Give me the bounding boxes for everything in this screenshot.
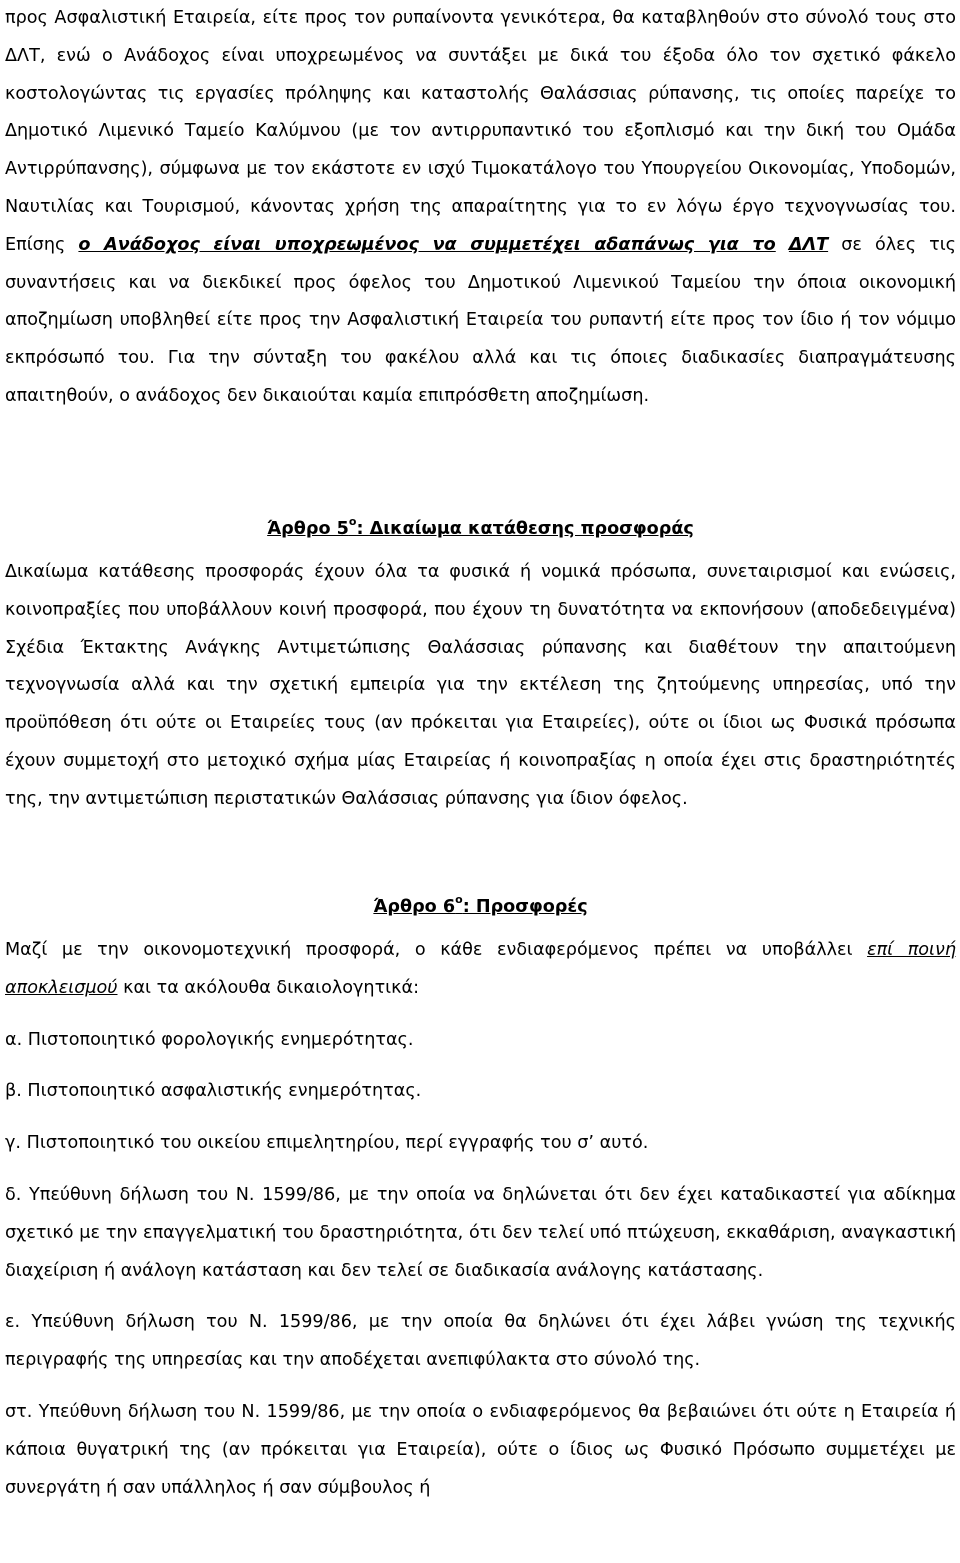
intro-text: Μαζί με την οικονομοτεχνική προσφορά, ο κάθε ενδιαφερόμενος πρέπει να υποβάλλει	[5, 940, 868, 960]
article-5	[5, 510, 956, 819]
paragraph-text: σε όλες τις συναντήσεις και να διεκδικεί προς όφελος του Δημοτικού Λιμενικού Ταμείου την όποια οικονομική αποζημίωση υποβληθεί είτε προς την Ασφαλιστική Εταιρεία του ρυπαντή είτε προς τον ίδιο ή τον νόμιμο εκπρόσωπό του. Για την σύνταξη του φακέλου αλλά και τις όποιες διαδικασίες διαπραγμάτευσης απαιτηθούν, ο ανάδοχος δεν δικαιούται καμία επιπρόσθετη αποζημίωση.	[5, 234, 957, 406]
list-item-a: α. Πιστοποιητικό φορολογικής ενημερότητας.	[5, 1029, 414, 1050]
article-5-body: Δικαίωμα κατάθεσης προσφοράς έχουν όλα τα φυσικά ή νομικά πρόσωπα, συνεταιρισμοί και ενώσεις, κοινοπραξίες που υποβάλλουν κοινή προσφορά, που έχουν τη δυνατότητα να εκπονήσουν (αποδεδειγμένα) Σχέδια Έκτακτης Ανάγκης Αντιμετώπισης Θαλάσσιας ρύπανσης και διαθέτουν την απαιτούμενη τεχνογνωσία αλλά και την σχετική εμπειρία για την εκτέλεση της ζητούμενης υπηρεσίας, υπό την προϋπόθεση ότι ούτε οι Εταιρείες τους (αν πρόκειται για Εταιρείες), ούτε οι ίδιοι ως Φυσικά πρόσωπα έχουν συμμετοχή στο μετοχικό σχήμα μίας Εταιρείας ή κοινοπραξίας η οποία έχει στις δραστηριότητές της, την αντιμετώπιση περιστατικών Θαλάσσιας ρύπανσης για ίδιον όφελος.	[5, 562, 956, 809]
emphasis-obligation: ο Ανάδοχος είναι υποχρεωμένος να συμμετέχει αδαπάνως για το	[78, 234, 776, 255]
heading-text: : Δικαίωμα κατάθεσης προσφοράς	[356, 519, 694, 539]
list-item-d: δ. Υπεύθυνη δήλωση του Ν. 1599/86, με την οποία να δηλώνεται ότι δεν έχει καταδικαστεί για αδίκημα σχετικό με την επαγγελματική του δραστηριότητα, ότι δεν τελεί υπό πτώχευση, εκκαθάριση, αναγκαστική διαχείριση ή ανάλογη κατάσταση και δεν τελεί σε διαδικασία ανάλογης κατάστασης.	[5, 1184, 956, 1281]
emphasis-exclusion: επί ποινή αποκλεισμού	[5, 940, 956, 998]
list-item-b: β. Πιστοποιητικό ασφαλιστικής ενημερότητας.	[5, 1081, 422, 1102]
heading-text: Άρθρο 5	[267, 519, 349, 539]
heading-text: : Προσφορές	[462, 897, 588, 917]
list-item-st: στ. Υπεύθυνη δήλωση του Ν. 1599/86, με την οποία ο ενδιαφερόμενος θα βεβαιώνει ότι ούτε η Εταιρεία ή κάποια θυγατρική της (αν πρόκειται για Εταιρεία), ούτε ο ίδιος ως Φυσικό Πρόσωπο συμμετέχει με συνεργάτη ή σαν υπάλληλος ή σαν σύμβουλος ή	[5, 1401, 956, 1498]
section-intro	[5, 0, 956, 416]
paragraph-text: προς Ασφαλιστική Εταιρεία, είτε προς τον ρυπαίνοντα γενικότερα, θα καταβληθούν στο σύνολό τους στο ΔΛΤ, ενώ ο Ανάδοχος είναι υποχρεωμένος να συντάξει με δικά του έξοδα όλο τον σχετικό φάκελο κοστολογώντας τις εργασίες πρόληψης και καταστολής Θαλάσσιας ρύπανσης, τις οποίες παρείχε το Δημοτικό Λιμενικό Ταμείο Καλύμνου (με τον αντιρρυπαντικό του εξοπλισμό και την δική του Ομάδα Αντιρρύπανσης), σύμφωνα με τον εκάστοτε εν ισχύ Τιμοκατάλογο του Υπουργείου Οικονομίας, Υποδομών, Ναυτιλίας και Τουρισμού, κάνοντας χρήση της απαραίτητης για το εν λόγω έργο τεχνογνωσίας του. Επίσης	[5, 8, 956, 255]
list-item-c: γ. Πιστοποιητικό του οικείου επιμελητηρίου, περί εγγραφής του σ’ αυτό.	[5, 1133, 649, 1154]
article-6	[5, 888, 956, 1507]
article-6-intro	[5, 932, 956, 1008]
heading-text: Άρθρο 6	[373, 897, 456, 917]
article-5-heading	[5, 510, 956, 548]
heading-superscript: ο	[348, 515, 357, 529]
emphasis-dlt: ΔΛΤ	[788, 234, 829, 255]
intro-text: και τα ακόλουθα δικαιολογητικά:	[117, 977, 420, 998]
heading-superscript: ο	[455, 893, 463, 907]
paragraph-intro	[5, 0, 956, 416]
article-6-heading	[5, 888, 956, 926]
list-item-e: ε. Υπεύθυνη δήλωση του Ν. 1599/86, με την οποία θα δηλώνει ότι έχει λάβει γνώση της τεχνικής περιγραφής της υπηρεσίας και την αποδέχεται ανεπιφύλακτα στο σύνολό της.	[5, 1312, 956, 1371]
